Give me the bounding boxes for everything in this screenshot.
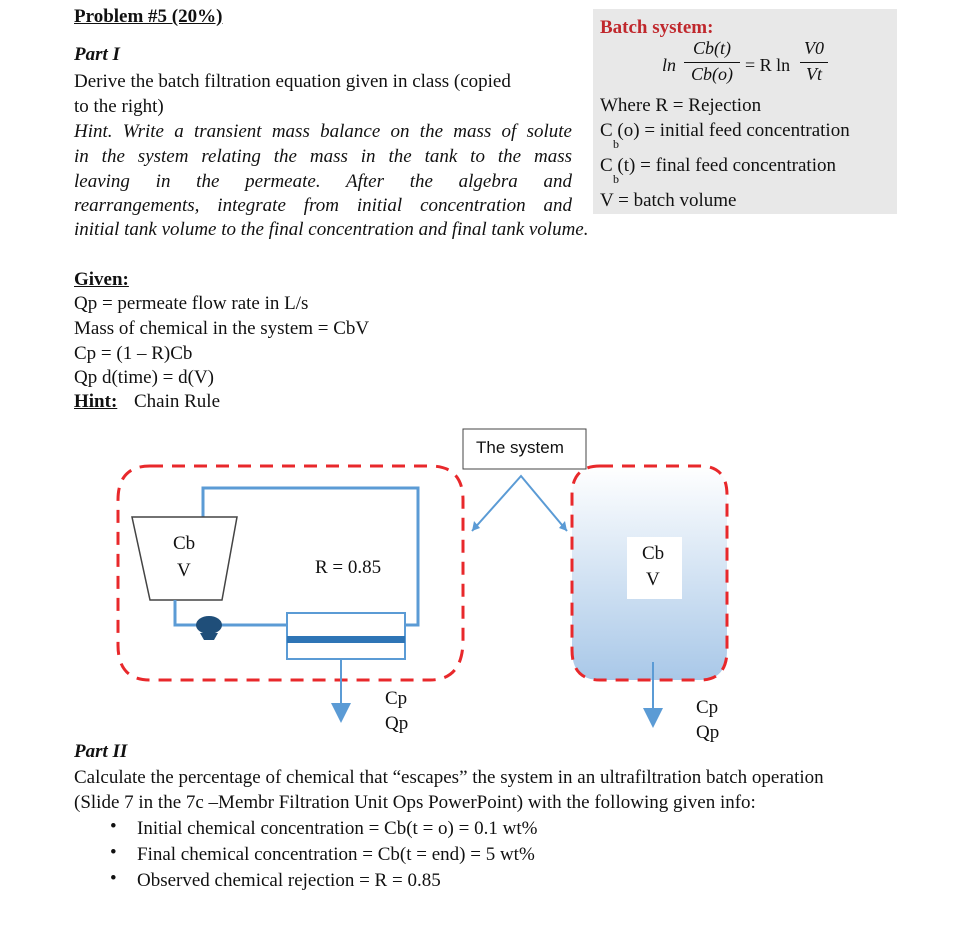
bullet-initial-conc: Initial chemical concentration = Cb(t = o) = 0.1 wt% (137, 818, 538, 839)
bullet-dot-3: • (110, 868, 117, 889)
def-rejection: Where R = Rejection (600, 95, 762, 116)
batch-system-title: Batch system: (600, 17, 714, 38)
def-final-sub: b (613, 172, 619, 186)
recycle-pipe (203, 488, 418, 625)
callout-pointer (472, 476, 567, 531)
permeate-flow-left: Qp (385, 713, 409, 734)
given-line-2: Mass of chemical in the system = CbV (74, 318, 370, 339)
tank-volume: V (177, 560, 191, 581)
part1-line1: Derive the batch filtration equation given in class (copied (74, 71, 511, 92)
rejection-label: R = 0.85 (315, 557, 382, 578)
feed-tank (132, 517, 237, 600)
def-volume: V = batch volume (600, 190, 737, 211)
eq-ln-left: ln (662, 55, 677, 75)
system-concentration: Cb (642, 543, 665, 564)
given-line-4: Qp d(time) = d(V) (74, 367, 214, 388)
problem-title: Problem #5 (20%) (74, 6, 223, 27)
def-initial-sub: b (613, 137, 619, 151)
given-line-3: Cp = (1 – R)Cb (74, 343, 193, 364)
part1-hint-line1: Hint. Write a transient mass balance on the mass of solute (74, 121, 572, 142)
given-heading: Given: (74, 269, 129, 290)
part1-hint-line5: initial tank volume to the final concentration and final tank volume. (74, 219, 589, 240)
part1-hint-line3: leaving in the permeate. After the algebra and (74, 171, 572, 192)
eq-den-right: Vt (806, 64, 822, 84)
part1-line2: to the right) (74, 96, 164, 117)
eq-num-right: V0 (804, 38, 824, 58)
given-hint-label: Hint: (74, 391, 118, 412)
permeate-flow-right: Qp (696, 722, 720, 743)
bullet-rejection: Observed chemical rejection = R = 0.85 (137, 870, 441, 891)
bullet-final-conc: Final chemical concentration = Cb(t = end) = 5 wt% (137, 844, 535, 865)
part1-hint-line2: in the system relating the mass in the tank to the mass (74, 146, 572, 167)
feed-pipe (175, 600, 287, 625)
eq-den-left: Cb(o) (691, 64, 733, 84)
part1-heading: Part I (74, 44, 120, 65)
tank-concentration: Cb (173, 533, 196, 554)
eq-mid: = R ln (745, 55, 791, 75)
bullet-dot-2: • (110, 842, 117, 863)
permeate-conc-left: Cp (385, 688, 408, 709)
part2-line1: Calculate the percentage of chemical that “escapes” the system in an ultrafiltration batch operation (74, 767, 824, 788)
pump-icon (196, 616, 222, 634)
given-hint-text: Chain Rule (134, 391, 221, 412)
part2-line2: (Slide 7 in the 7c –Membr Filtration Unit Ops PowerPoint) with the following given info: (74, 792, 756, 813)
system-volume: V (646, 569, 660, 590)
membrane-layer (287, 636, 405, 643)
callout-label: The system (476, 438, 564, 457)
bullet-dot-1: • (110, 816, 117, 837)
part2-heading: Part II (74, 741, 128, 762)
given-line-1: Qp = permeate flow rate in L/s (74, 293, 309, 314)
def-initial-conc: C (o) = initial feed concentration (600, 120, 850, 141)
eq-num-left: Cb(t) (693, 38, 731, 58)
permeate-conc-right: Cp (696, 697, 719, 718)
def-final-conc: C (t) = final feed concentration (600, 155, 836, 176)
part1-hint-line4: rearrangements, integrate from initial concentration and (74, 195, 572, 216)
